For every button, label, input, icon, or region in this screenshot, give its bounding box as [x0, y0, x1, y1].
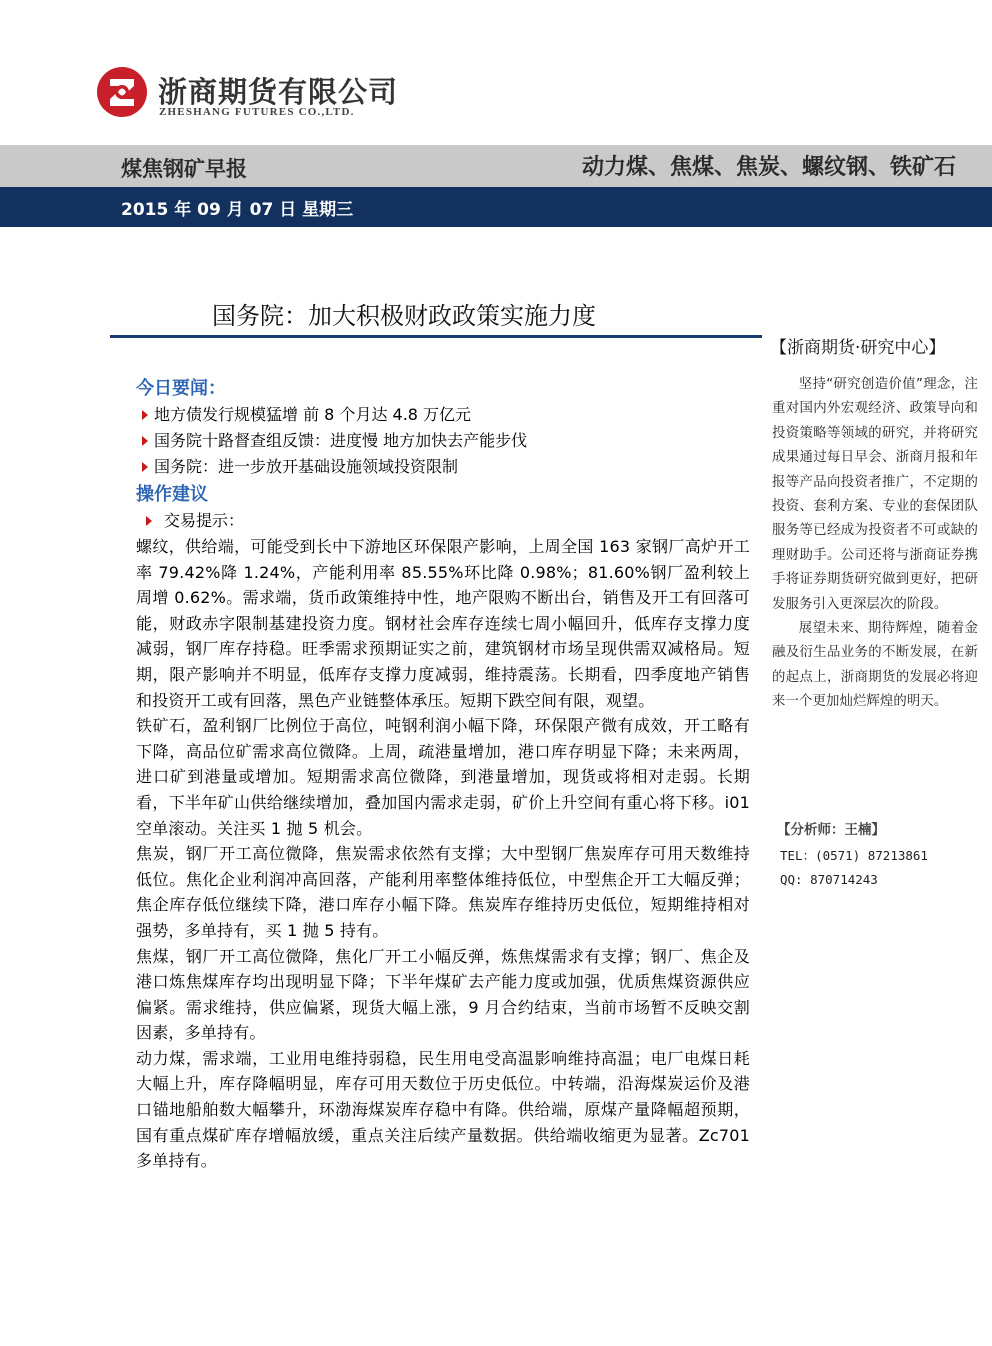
today-news-list [136, 402, 750, 480]
headline-divider [110, 335, 762, 338]
today-news-title: 今日要闻： [136, 378, 226, 399]
list-item [136, 428, 750, 454]
main-column [136, 376, 750, 1174]
headline: 国务院：加大积极财政政策实施力度 [212, 302, 596, 330]
company-logo [96, 66, 399, 126]
trade-tip-label: 交易提示： [164, 511, 245, 530]
sidebar [772, 373, 978, 715]
arrow-bullet-icon [142, 410, 148, 420]
advice-thermal-coal: 动力煤，需求端，工业用电维持弱稳，民生用电受高温影响维持高温；电厂电煤日耗大幅上升，库存降幅明显，库存可用天数位于历史低位。中转端，沿海煤炭运价及港口锚地船舶数大幅攀升，环渤海煤炭库存稳中有降。供给端，原煤产量降幅超预期，国有重点煤矿库存增幅放缓，重点关注后续产量数据。供给端收缩更为显著。Zc701 多单持有。 [136, 1048, 750, 1171]
news-text: 国务院：进一步放开基础设施领域投资限制 [154, 457, 459, 476]
company-name-cn: 浙商期货有限公司 [158, 75, 399, 109]
analyst-qq: QQ: 870714243 [780, 872, 878, 887]
trade-tip [136, 508, 750, 534]
sidebar-title: 【浙商期货·研究中心】 [770, 338, 946, 358]
advice-coke: 焦炭，钢厂开工高位微降，焦炭需求依然有支撑；大中型钢厂焦炭库存可用天数维持低位。焦化企业利润冲高回落，产能利用率整体维持低位，中型焦企开工大幅反弹；焦企库存低位继续下降，港口库存小幅下降。焦炭库存维持历史低位，短期维持相对强势，多单持有，买 1 抛 5 持有。 [136, 844, 750, 940]
analyst-tel: TEL：(0571) 87213861 [780, 848, 928, 863]
report-categories: 动力煤、焦煤、焦炭、螺纹钢、铁矿石 [581, 155, 956, 180]
list-item [136, 402, 750, 428]
arrow-bullet-icon [142, 436, 148, 446]
sidebar-intro: 坚持“研究创造价值”理念，注重对国内外宏观经济、政策导向和投资策略等领域的研究，并将研究成果通过每日早会、浙商月报和年报等产品向投资者推广，不定期的投资、套利方案、专业的套保团队服务等已经成为投资者不可或缺的理财助手。公司还将与浙商证券携手将证券期货研究做到更好，把研发服务引入更深层次的阶段。 [772, 377, 978, 612]
advice-rebar: 螺纹，供给端，可能受到长中下游地区环保限产影响，上周全国 163 家钢厂高炉开工率 79.42%降 1.24%，产能利用率 85.55%环比降 0.98%；81.60%钢厂盈利较上周增 0.62%。需求端，货币政策维持中性，地产限购不断出台，销售及开工有回落可能，财政赤字限制基建投资力度。钢材社会库存连续七周小幅回升，低库存支撑力度减弱，钢厂库存持稳。旺季需求预期证实之前，建筑钢材市场呈现供需双减格局。短期，限产影响并不明显，低库存支撑力度减弱，维持震荡。长期看，四季度地产销售和投资开工或有回落，黑色产业链整体承压。短期下跌空间有限，观望。 [136, 537, 750, 710]
zheshang-logo-icon [96, 66, 148, 118]
advice-coking-coal: 焦煤，钢厂开工高位微降，焦化厂开工小幅反弹，炼焦煤需求有支撑；钢厂、焦企及港口炼焦煤库存均出现明显下降；下半年煤矿去产能力度或加强，优质焦煤资源供应偏紧。需求维持，供应偏紧，现货大幅上涨，9 月合约结束，当前市场暂不反映交割因素，多单持有。 [136, 946, 750, 1043]
report-name: 煤焦钢矿早报 [121, 157, 247, 181]
report-date: 2015 年 09 月 07 日 星期三 [121, 200, 354, 220]
news-text: 国务院十路督查组反馈：进度慢 地方加快去产能步伐 [154, 431, 528, 450]
advice-iron-ore: 铁矿石，盈利钢厂比例位于高位，吨钢利润小幅下降，环保限产微有成效，开工略有下降，高品位矿需求高位微降。上周，疏港量增加，港口库存明显下降；未来两周，进口矿到港量或增加。短期需求高位微降，到港量增加，现货或将相对走弱。长期看，下半年矿山供给继续增加，叠加国内需求走弱，矿价上升空间有重心将下移。i01 空单滚动。关注买 1 抛 5 机会。 [136, 716, 750, 838]
sidebar-outlook: 展望未来、期待辉煌，随着金融及衍生品业务的不断发展，在新的起点上，浙商期货的发展必将迎来一个更加灿烂辉煌的明天。 [772, 621, 978, 710]
company-name-en: ZHESHANG FUTURES CO.,LTD. [159, 106, 355, 118]
arrow-bullet-icon [146, 516, 152, 526]
news-text: 地方债发行规模猛增 前 8 个月达 4.8 万亿元 [154, 405, 472, 424]
analyst-name: 【分析师：王楠】 [777, 822, 885, 838]
list-item [136, 454, 750, 480]
advice-title: 操作建议 [136, 484, 208, 505]
arrow-bullet-icon [142, 462, 148, 472]
